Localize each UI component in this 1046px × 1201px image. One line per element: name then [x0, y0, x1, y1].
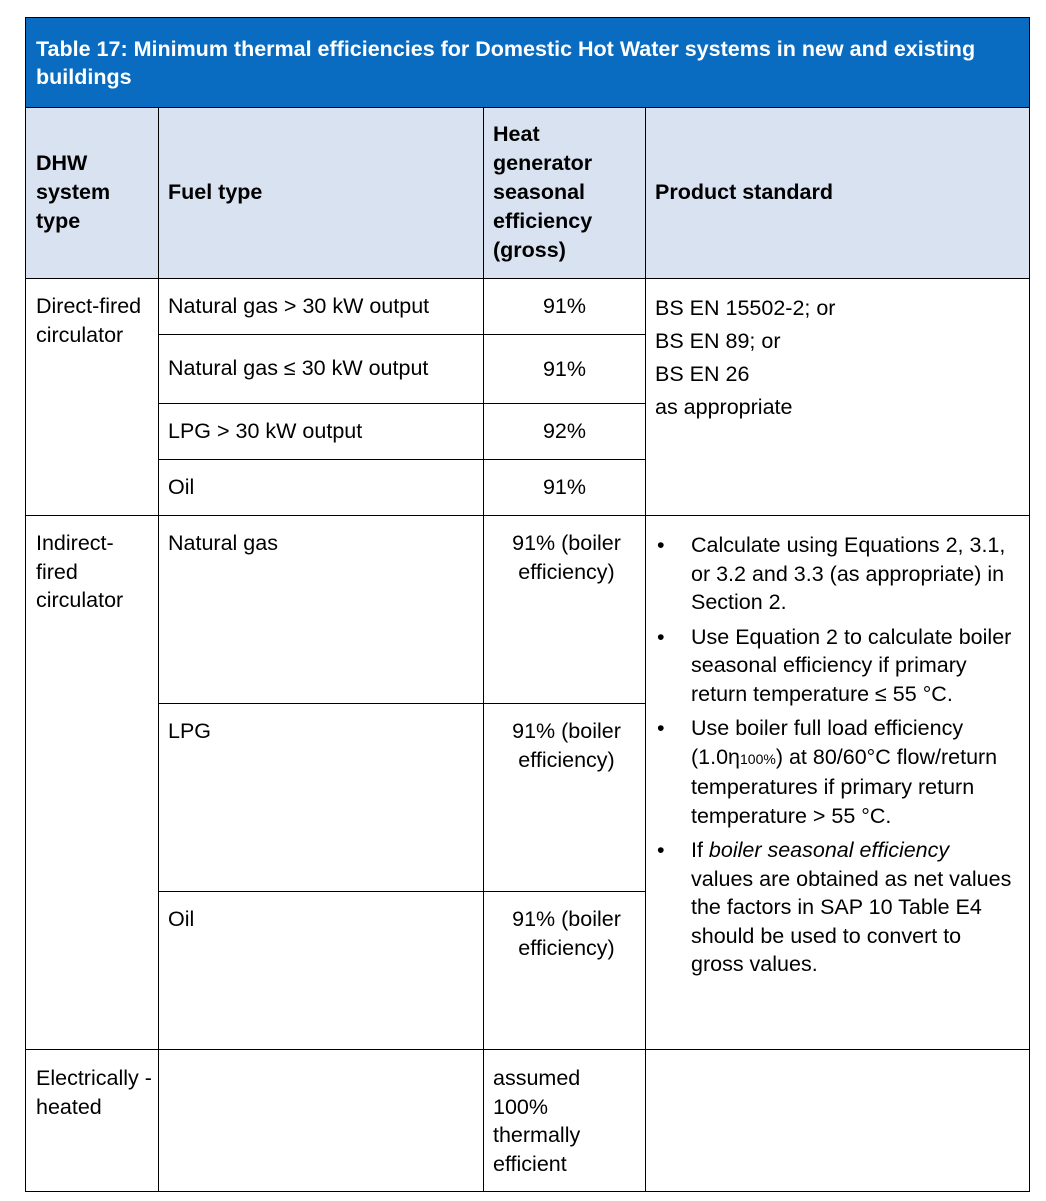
guidance-list — [655, 531, 1015, 979]
bullet-icon: • — [657, 533, 665, 557]
row-divider — [158, 334, 646, 335]
header-fuel-type: Fuel type — [168, 180, 263, 204]
row-divider — [158, 403, 646, 404]
fuel-cell: LPG — [168, 719, 212, 743]
row-divider — [158, 891, 646, 892]
efficiency-cell: 91% (boiler efficiency) — [512, 907, 621, 960]
row-divider — [158, 703, 646, 704]
efficiency-cell: 91% (boiler efficiency) — [512, 719, 621, 772]
row-divider — [26, 515, 1029, 516]
efficiency-cell: 91% — [542, 294, 587, 318]
efficiency-cell: 91% (boiler efficiency) — [512, 531, 621, 584]
row-divider — [158, 459, 646, 460]
system-type-electric: Electrically -heated — [36, 1066, 152, 1119]
standard-line: BS EN 15502-2; or — [655, 296, 836, 320]
header-efficiency: Heat generator seasonal efficiency (gross) — [493, 122, 593, 262]
fuel-cell: Natural gas > 30 kW output — [168, 294, 430, 318]
standard-line: BS EN 26 — [655, 362, 750, 386]
header-product-standard: Product standard — [655, 180, 833, 204]
efficiency-cell: assumed 100% thermally efficient — [493, 1066, 581, 1176]
fuel-cell: Oil — [168, 907, 195, 931]
fuel-cell: Natural gas ≤ 30 kW output — [168, 356, 429, 380]
table-title: Table 17: Minimum thermal efficiencies for Domestic Hot Water systems in new and existing buildings — [26, 18, 1029, 107]
guidance-item: • Calculate using Equations 2, 3.1, or 3.2 and 3.3 (as appropriate) in Section 2. — [657, 533, 1006, 614]
row-divider — [26, 278, 1029, 279]
standard-line: BS EN 89; or — [655, 329, 781, 353]
bullet-icon: • — [657, 716, 665, 740]
row-divider — [26, 1049, 1029, 1050]
fuel-cell: LPG > 30 kW output — [168, 419, 363, 443]
fuel-cell: Oil — [168, 475, 195, 499]
guidance-item: • If boiler seasonal efficiency values are obtained as net values the factors in SAP 10 Table E4 should be used to convert to gross values. — [657, 838, 1012, 976]
guidance-item: • Use boiler full load efficiency (1.0η100%) at 80/60°C flow/return temperatures if primary return temperature > 55 °C. — [657, 716, 998, 828]
efficiency-cell: 91% — [542, 475, 587, 499]
column-divider — [483, 107, 484, 1191]
efficiency-cell: 91% — [542, 357, 587, 381]
header-system-type: DHW system type — [36, 151, 111, 233]
product-standard-indirect — [655, 531, 1015, 985]
column-divider — [645, 107, 646, 1191]
efficiency-table — [25, 17, 1030, 1192]
system-type-direct: Direct-fired circulator — [36, 294, 142, 347]
product-standard-direct — [655, 292, 1025, 424]
efficiency-cell: 92% — [542, 419, 587, 443]
bullet-icon: • — [657, 838, 665, 862]
system-type-indirect: Indirect-fired circulator — [36, 531, 124, 612]
fuel-cell: Natural gas — [168, 531, 278, 555]
guidance-item: • Use Equation 2 to calculate boiler seasonal efficiency if primary return temperature ≤ 55 °C. — [657, 624, 1012, 706]
bullet-icon: • — [657, 624, 665, 649]
standard-line: as appropriate — [655, 395, 793, 419]
column-divider — [158, 107, 159, 1191]
